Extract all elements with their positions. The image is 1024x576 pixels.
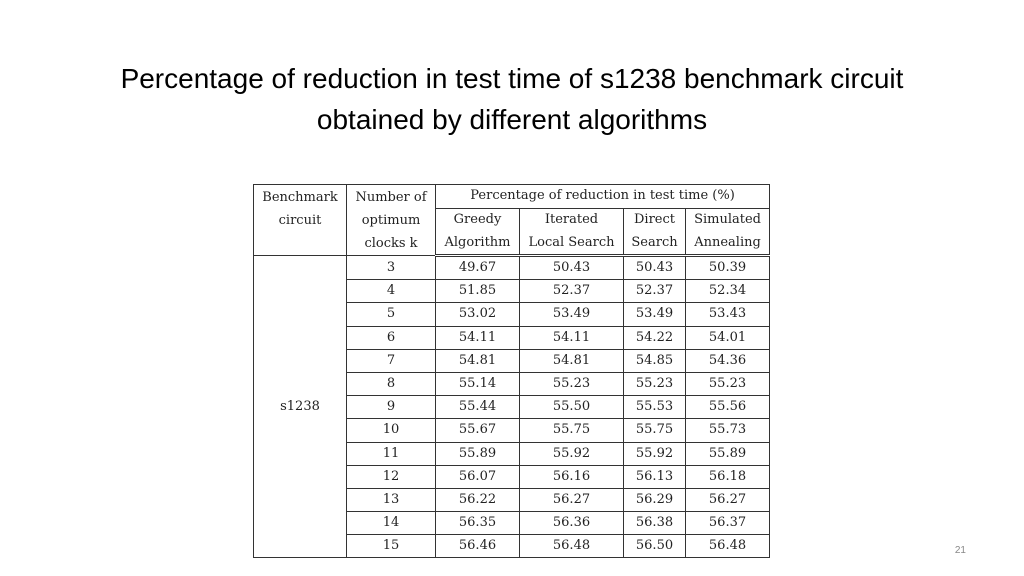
slide-title <box>40 58 984 140</box>
cell-direct: 56.13 <box>624 465 686 488</box>
cell-direct: 50.43 <box>624 256 686 280</box>
header-greedy-line-2: Algorithm <box>436 231 520 255</box>
cell-greedy: 56.07 <box>436 465 520 488</box>
cell-greedy: 49.67 <box>436 256 520 280</box>
cell-k: 12 <box>347 465 436 488</box>
cell-direct: 56.50 <box>624 535 686 558</box>
header-benchmark-circuit <box>254 185 347 256</box>
cell-k: 7 <box>347 349 436 372</box>
header-clocks-line-3: clocks k <box>364 236 418 251</box>
cell-direct: 55.92 <box>624 442 686 465</box>
header-sa-line-2: Annealing <box>686 231 770 255</box>
slide-title-line-1: Percentage of reduction in test time of s1238 benchmark circuit <box>120 63 904 94</box>
cell-k: 3 <box>347 256 436 280</box>
cell-greedy: 51.85 <box>436 280 520 303</box>
header-greedy-line-1: Greedy <box>436 208 520 231</box>
cell-k: 14 <box>347 512 436 535</box>
table-header <box>254 185 770 256</box>
header-sa-line-1: Simulated <box>686 208 770 231</box>
cell-ils: 55.75 <box>520 419 624 442</box>
cell-sa: 56.37 <box>686 512 770 535</box>
cell-ils: 55.50 <box>520 396 624 419</box>
header-clocks-line-1: Number of <box>355 190 427 205</box>
cell-ils: 56.16 <box>520 465 624 488</box>
cell-greedy: 56.35 <box>436 512 520 535</box>
cell-greedy: 55.67 <box>436 419 520 442</box>
cell-direct: 56.29 <box>624 488 686 511</box>
cell-greedy: 55.14 <box>436 372 520 395</box>
header-ils-line-1: Iterated <box>520 208 624 231</box>
table-row <box>254 256 770 280</box>
table-body <box>254 256 770 558</box>
cell-sa: 50.39 <box>686 256 770 280</box>
cell-greedy: 56.22 <box>436 488 520 511</box>
cell-sa: 55.89 <box>686 442 770 465</box>
header-direct-line-1: Direct <box>624 208 686 231</box>
cell-direct: 56.38 <box>624 512 686 535</box>
cell-k: 4 <box>347 280 436 303</box>
cell-sa: 53.43 <box>686 303 770 326</box>
cell-sa: 54.01 <box>686 326 770 349</box>
cell-ils: 53.49 <box>520 303 624 326</box>
cell-ils: 54.11 <box>520 326 624 349</box>
header-clocks-line-2: optimum <box>361 213 421 228</box>
results-table-container <box>253 184 769 558</box>
cell-sa: 56.27 <box>686 488 770 511</box>
cell-k: 13 <box>347 488 436 511</box>
cell-sa: 55.56 <box>686 396 770 419</box>
cell-direct: 52.37 <box>624 280 686 303</box>
cell-greedy: 55.89 <box>436 442 520 465</box>
cell-greedy: 56.46 <box>436 535 520 558</box>
header-benchmark-line-1: Benchmark <box>262 190 338 205</box>
cell-direct: 55.75 <box>624 419 686 442</box>
cell-direct: 54.22 <box>624 326 686 349</box>
cell-sa: 56.18 <box>686 465 770 488</box>
header-percentage-group: Percentage of reduction in test time (%) <box>436 185 770 209</box>
slide-title-line-2: obtained by different algorithms <box>316 104 708 135</box>
cell-sa: 55.73 <box>686 419 770 442</box>
cell-greedy: 55.44 <box>436 396 520 419</box>
cell-ils: 56.36 <box>520 512 624 535</box>
cell-ils: 50.43 <box>520 256 624 280</box>
cell-greedy: 53.02 <box>436 303 520 326</box>
cell-greedy: 54.11 <box>436 326 520 349</box>
cell-k: 6 <box>347 326 436 349</box>
cell-greedy: 54.81 <box>436 349 520 372</box>
cell-sa: 54.36 <box>686 349 770 372</box>
header-ils-line-2: Local Search <box>520 231 624 255</box>
results-table <box>253 184 770 558</box>
cell-k: 11 <box>347 442 436 465</box>
cell-ils: 56.27 <box>520 488 624 511</box>
cell-benchmark-circuit: s1238 <box>254 256 347 558</box>
cell-k: 10 <box>347 419 436 442</box>
cell-direct: 55.53 <box>624 396 686 419</box>
header-direct-line-2: Search <box>624 231 686 255</box>
header-benchmark-line-2: circuit <box>278 213 322 228</box>
cell-sa: 52.34 <box>686 280 770 303</box>
cell-ils: 55.92 <box>520 442 624 465</box>
cell-k: 9 <box>347 396 436 419</box>
cell-sa: 56.48 <box>686 535 770 558</box>
cell-ils: 52.37 <box>520 280 624 303</box>
cell-direct: 53.49 <box>624 303 686 326</box>
cell-k: 8 <box>347 372 436 395</box>
cell-k: 15 <box>347 535 436 558</box>
cell-direct: 54.85 <box>624 349 686 372</box>
cell-ils: 55.23 <box>520 372 624 395</box>
cell-sa: 55.23 <box>686 372 770 395</box>
cell-direct: 55.23 <box>624 372 686 395</box>
cell-k: 5 <box>347 303 436 326</box>
cell-ils: 54.81 <box>520 349 624 372</box>
header-number-of-clocks <box>347 185 436 256</box>
cell-ils: 56.48 <box>520 535 624 558</box>
page-number: 21 <box>954 545 966 556</box>
